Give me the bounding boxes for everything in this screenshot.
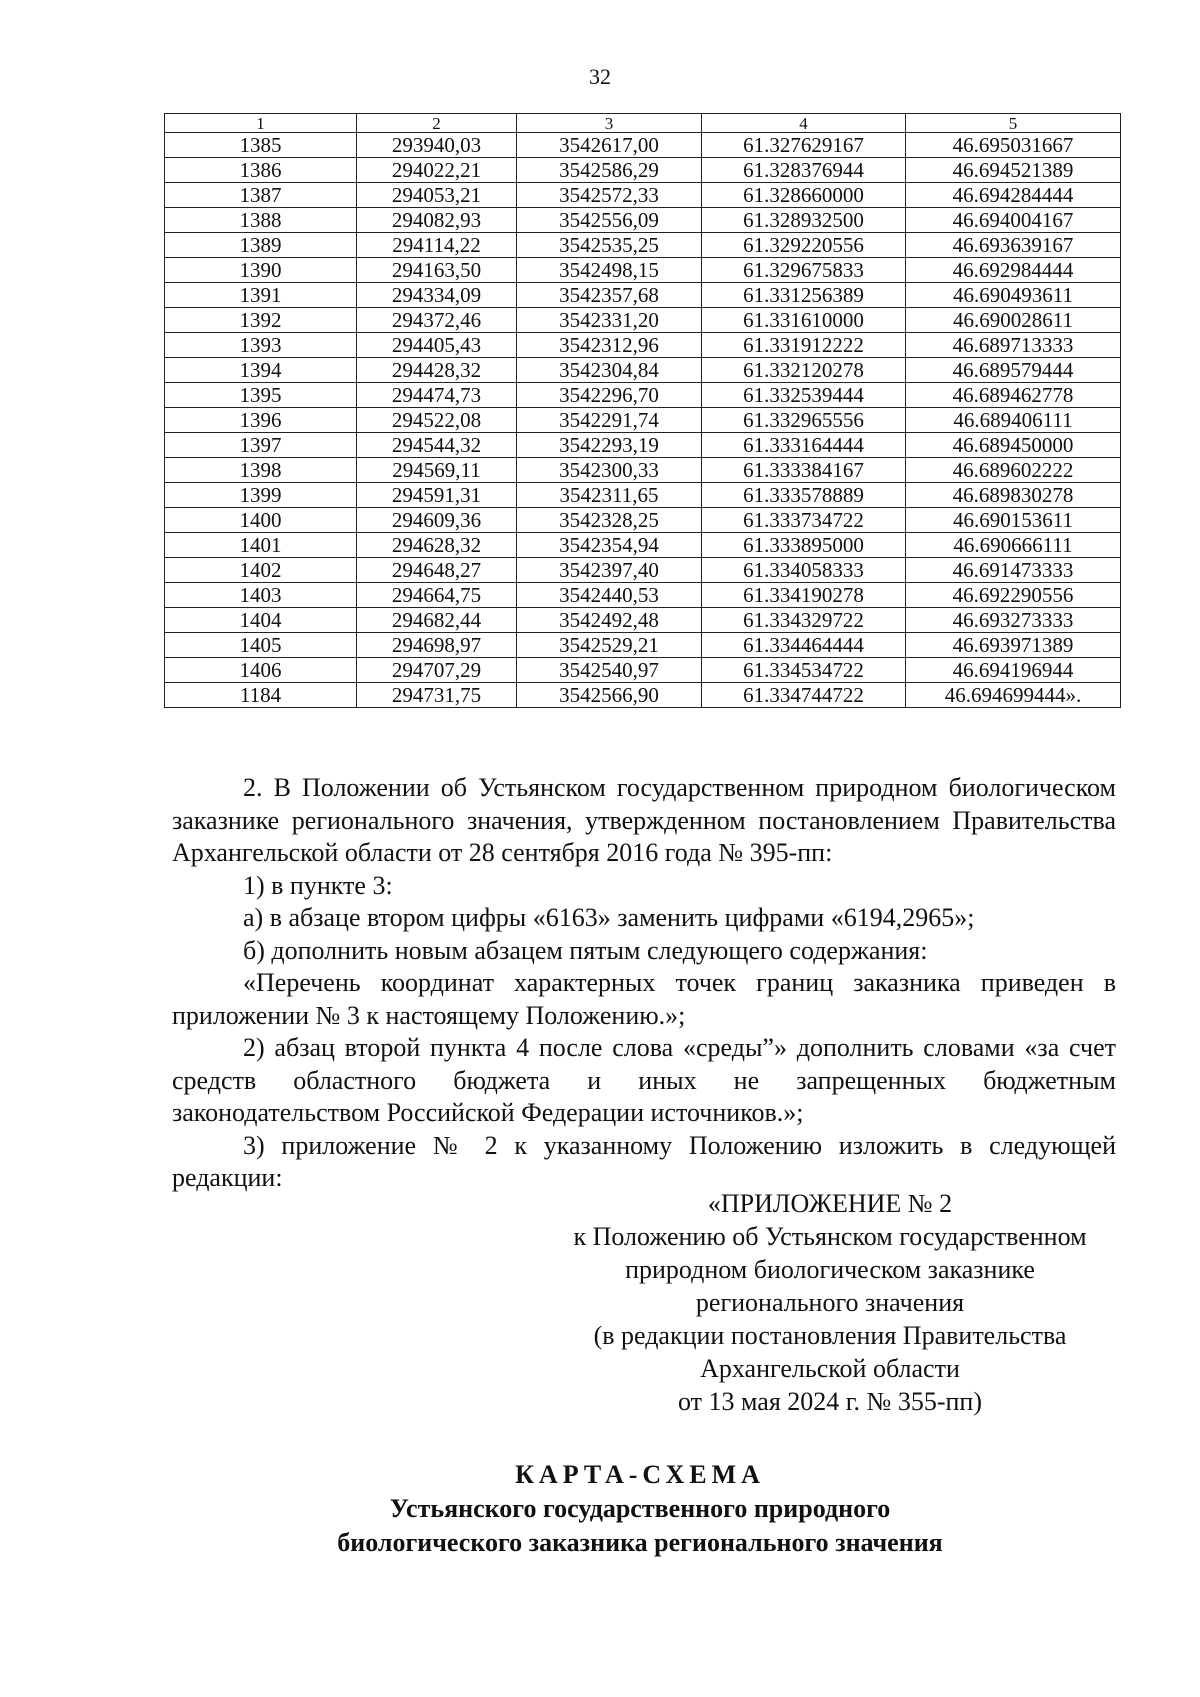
table-cell: 294682,44 (357, 608, 517, 633)
table-cell: 46.690153611 (906, 508, 1121, 533)
appendix-line: Архангельской области (700, 1354, 960, 1383)
coordinates-table (164, 113, 1121, 708)
table-cell: 61.328932500 (702, 208, 906, 233)
paragraph-subitem-b: б) дополнить новым абзацем пятым следующего содержания: (243, 935, 928, 965)
table-row (165, 658, 1121, 683)
table-cell: 46.692984444 (906, 258, 1121, 283)
table-cell: 1395 (165, 383, 357, 408)
table-cell: 3542357,68 (517, 283, 702, 308)
table-cell: 61.327629167 (702, 133, 906, 158)
table-row (165, 383, 1121, 408)
table-cell: 1391 (165, 283, 357, 308)
paragraph-subitem-2: 2) абзац второй пункта 4 после слова «среды”» дополнить словами «за счет средств областного бюджета и иных не запрещенных бюджетным законодательством Российской Федерации источников.»; (172, 1033, 1116, 1127)
table-cell: 3542291,74 (517, 408, 702, 433)
appendix-heading-block (540, 1187, 1120, 1418)
table-cell: 1397 (165, 433, 357, 458)
table-cell: 46.692290556 (906, 583, 1121, 608)
table-cell: 46.690666111 (906, 533, 1121, 558)
table-cell: 3542311,65 (517, 483, 702, 508)
amendment-text (172, 772, 1116, 1195)
table-cell: 61.334534722 (702, 658, 906, 683)
table-row (165, 358, 1121, 383)
table-cell: 1400 (165, 508, 357, 533)
table-cell: 46.691473333 (906, 558, 1121, 583)
table-cell: 46.694004167 (906, 208, 1121, 233)
table-cell: 46.690493611 (906, 283, 1121, 308)
table-cell: 3542296,70 (517, 383, 702, 408)
table-row (165, 458, 1121, 483)
table-cell: 1406 (165, 658, 357, 683)
table-cell: 1399 (165, 483, 357, 508)
table-cell: 294334,09 (357, 283, 517, 308)
appendix-line: регионального значения (695, 1288, 965, 1317)
table-cell: 294707,29 (357, 658, 517, 683)
table-cell: 61.333578889 (702, 483, 906, 508)
table-cell: 46.689462778 (906, 383, 1121, 408)
appendix-line: «ПРИЛОЖЕНИЕ № 2 (707, 1189, 953, 1218)
table-row (165, 608, 1121, 633)
column-header: 5 (906, 114, 1121, 133)
table-cell: 61.328660000 (702, 183, 906, 208)
table-cell: 3542331,20 (517, 308, 702, 333)
table-cell: 46.689406111 (906, 408, 1121, 433)
table-row (165, 133, 1121, 158)
table-cell: 3542556,09 (517, 208, 702, 233)
table-cell: 46.689602222 (906, 458, 1121, 483)
table-row (165, 558, 1121, 583)
table-cell: 46.689830278 (906, 483, 1121, 508)
table-cell: 3542354,94 (517, 533, 702, 558)
table-row (165, 208, 1121, 233)
table-cell: 46.689450000 (906, 433, 1121, 458)
table-cell: 3542566,90 (517, 683, 702, 708)
table-row (165, 433, 1121, 458)
table-cell: 3542440,53 (517, 583, 702, 608)
table-cell: 3542572,33 (517, 183, 702, 208)
table-row (165, 633, 1121, 658)
table-cell: 294664,75 (357, 583, 517, 608)
table-cell: 294428,32 (357, 358, 517, 383)
appendix-line: к Положению об Устьянском государственном (573, 1222, 1087, 1251)
table-cell: 294569,11 (357, 458, 517, 483)
table-cell: 3542492,48 (517, 608, 702, 633)
appendix-line: (в редакции постановления Правительства (593, 1321, 1067, 1350)
table-cell: 61.332965556 (702, 408, 906, 433)
appendix-line: природном биологическом заказнике (625, 1255, 1035, 1284)
map-scheme-title (0, 1458, 1200, 1560)
table-cell: 1405 (165, 633, 357, 658)
table-cell: 1392 (165, 308, 357, 333)
table-cell: 46.693273333 (906, 608, 1121, 633)
table-cell: 3542304,84 (517, 358, 702, 383)
table-cell: 294544,32 (357, 433, 517, 458)
table-cell: 3542498,15 (517, 258, 702, 283)
table-cell: 61.334058333 (702, 558, 906, 583)
table-row (165, 183, 1121, 208)
table-cell: 1393 (165, 333, 357, 358)
table-cell: 61.334190278 (702, 583, 906, 608)
table-cell: 46.693639167 (906, 233, 1121, 258)
table-cell: 3542540,97 (517, 658, 702, 683)
table-row (165, 308, 1121, 333)
table-cell: 61.329675833 (702, 258, 906, 283)
column-header: 2 (357, 114, 517, 133)
table-cell: 46.689713333 (906, 333, 1121, 358)
table-cell: 46.694699444». (906, 683, 1121, 708)
map-scheme-subtitle-line: Устьянского государственного природного (389, 1494, 891, 1523)
table-cell: 61.332539444 (702, 383, 906, 408)
column-header: 1 (165, 114, 357, 133)
table-row (165, 333, 1121, 358)
table-cell: 46.694196944 (906, 658, 1121, 683)
table-cell: 61.333895000 (702, 533, 906, 558)
table-cell: 294609,36 (357, 508, 517, 533)
table-cell: 1390 (165, 258, 357, 283)
table-cell: 294591,31 (357, 483, 517, 508)
table-cell: 1389 (165, 233, 357, 258)
table-cell: 1404 (165, 608, 357, 633)
table-cell: 294114,22 (357, 233, 517, 258)
table-row (165, 683, 1121, 708)
table-cell: 3542312,96 (517, 333, 702, 358)
paragraph-subitem-1: 1) в пункте 3: (243, 870, 393, 900)
table-cell: 1388 (165, 208, 357, 233)
table-cell: 1403 (165, 583, 357, 608)
table-cell: 294648,27 (357, 558, 517, 583)
table-cell: 294372,46 (357, 308, 517, 333)
table-row (165, 408, 1121, 433)
table-cell: 61.332120278 (702, 358, 906, 383)
table-cell: 61.333384167 (702, 458, 906, 483)
table-cell: 61.334464444 (702, 633, 906, 658)
paragraph-quote-list: «Перечень координат характерных точек границ заказника приведен в приложении № 3 к настоящему Положению.»; (172, 968, 1116, 1030)
table-cell: 3542328,25 (517, 508, 702, 533)
table-cell: 46.694521389 (906, 158, 1121, 183)
table-cell: 294082,93 (357, 208, 517, 233)
map-scheme-heading: КАРТА-СХЕМА (515, 1460, 765, 1489)
table-cell: 1385 (165, 133, 357, 158)
table-row (165, 583, 1121, 608)
map-scheme-subtitle-line: биологического заказника регионального значения (337, 1528, 943, 1557)
table-cell: 46.689579444 (906, 358, 1121, 383)
table-cell: 61.331912222 (702, 333, 906, 358)
table-header-row (165, 114, 1121, 133)
table-cell: 294522,08 (357, 408, 517, 433)
table-cell: 1402 (165, 558, 357, 583)
table-cell: 61.328376944 (702, 158, 906, 183)
table-cell: 1398 (165, 458, 357, 483)
table-cell: 46.690028611 (906, 308, 1121, 333)
table-cell: 1386 (165, 158, 357, 183)
table-cell: 61.334329722 (702, 608, 906, 633)
paragraph-subitem-3: 3) приложение № 2 к указанному Положению изложить в следующей редакции: (172, 1130, 1116, 1192)
table-cell: 61.333164444 (702, 433, 906, 458)
table-row (165, 283, 1121, 308)
table-row (165, 258, 1121, 283)
table-cell: 46.694284444 (906, 183, 1121, 208)
table-cell: 1387 (165, 183, 357, 208)
table-cell: 1401 (165, 533, 357, 558)
paragraph-subitem-a: а) в абзаце втором цифры «6163» заменить цифрами «6194,2965»; (243, 903, 975, 932)
table-body (165, 133, 1121, 708)
table-cell: 61.334744722 (702, 683, 906, 708)
table-cell: 1184 (165, 683, 357, 708)
table-cell: 293940,03 (357, 133, 517, 158)
table-cell: 3542617,00 (517, 133, 702, 158)
table-cell: 294698,97 (357, 633, 517, 658)
table-cell: 61.331256389 (702, 283, 906, 308)
table-cell: 1394 (165, 358, 357, 383)
table-cell: 294731,75 (357, 683, 517, 708)
table-cell: 3542293,19 (517, 433, 702, 458)
table-cell: 1396 (165, 408, 357, 433)
table-row (165, 483, 1121, 508)
paragraph-item-2: 2. В Положении об Устьянском государственном природном биологическом заказнике регионального значения, утвержденном постановлением Правительства Архангельской области от 28 сентября 2016 года № 395-пп: (172, 773, 1116, 867)
column-header: 3 (517, 114, 702, 133)
table-cell: 3542529,21 (517, 633, 702, 658)
table-cell: 3542300,33 (517, 458, 702, 483)
table-cell: 61.333734722 (702, 508, 906, 533)
table-cell: 3542586,29 (517, 158, 702, 183)
table-row (165, 533, 1121, 558)
appendix-line: от 13 мая 2024 г. № 355-пп) (678, 1387, 982, 1416)
table-cell: 3542397,40 (517, 558, 702, 583)
table-cell: 3542535,25 (517, 233, 702, 258)
table-cell: 294628,32 (357, 533, 517, 558)
table-cell: 46.695031667 (906, 133, 1121, 158)
table-cell: 294474,73 (357, 383, 517, 408)
table-cell: 294405,43 (357, 333, 517, 358)
table-cell: 294053,21 (357, 183, 517, 208)
table-row (165, 158, 1121, 183)
table-row (165, 508, 1121, 533)
table-row (165, 233, 1121, 258)
table-cell: 294022,21 (357, 158, 517, 183)
table-cell: 294163,50 (357, 258, 517, 283)
table-cell: 46.693971389 (906, 633, 1121, 658)
table-cell: 61.331610000 (702, 308, 906, 333)
column-header: 4 (702, 114, 906, 133)
table-cell: 61.329220556 (702, 233, 906, 258)
page-number: 32 (589, 64, 611, 89)
